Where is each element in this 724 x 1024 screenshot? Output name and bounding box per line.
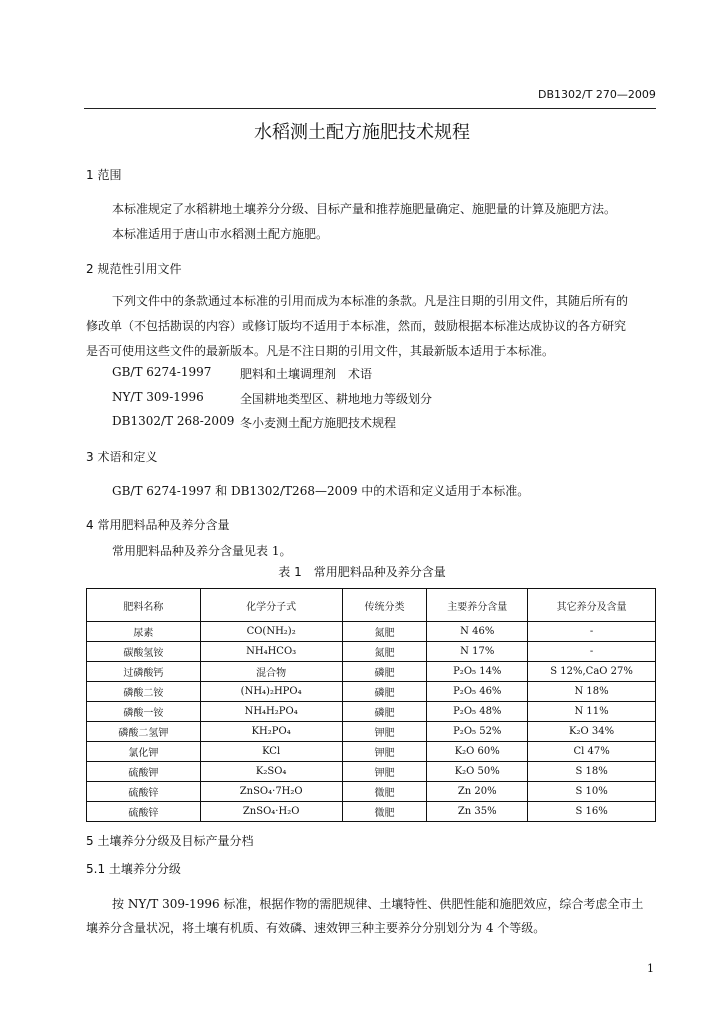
table-row: [87, 662, 656, 682]
table-cell: NH₄HCO₃: [200, 642, 342, 662]
table-cell: S 18%: [528, 762, 656, 782]
column-header: 主要养分含量: [427, 589, 528, 622]
table-cell: S 12%,CaO 27%: [528, 662, 656, 682]
table-cell: KH₂PO₄: [200, 722, 342, 742]
section-2-line-3: 是否可使用这些文件的最新版本。凡是不注日期的引用文件，其最新版本适用于本标准。: [86, 344, 555, 358]
document-title: 水稻测土配方施肥技术规程: [254, 122, 470, 143]
fertilizer-table: [86, 588, 656, 822]
table-cell: P₂O₅ 14%: [427, 662, 528, 682]
table-cell: K₂O 60%: [427, 742, 528, 762]
table-cell: S 16%: [528, 802, 656, 822]
section-1-heading: 1 范围: [86, 168, 122, 182]
table-cell: (NH₄)₂HPO₄: [200, 682, 342, 702]
table-cell: 磷肥: [342, 702, 427, 722]
table-cell: KCl: [200, 742, 342, 762]
page-number: 1: [647, 962, 654, 975]
table-cell: 碳酸氢铵: [87, 642, 201, 662]
section-3-para-1: GB/T 6274-1997 和 DB1302/T268—2009 中的术语和定义适用于本标准。: [112, 484, 530, 498]
table-row: [87, 702, 656, 722]
table-row: [87, 682, 656, 702]
section-4-para-1: 常用肥料品种及养分含量见表 1。: [112, 544, 292, 558]
table-cell: 磷酸一铵: [87, 702, 201, 722]
table-cell: N 18%: [528, 682, 656, 702]
section-5-heading: 5 土壤养分分级及目标产量分档: [86, 834, 254, 848]
table-cell: ZnSO₄·H₂O: [200, 802, 342, 822]
table-row: [87, 802, 656, 822]
table-cell: 微肥: [342, 802, 427, 822]
table-cell: 氯化钾: [87, 742, 201, 762]
table-cell: 钾肥: [342, 742, 427, 762]
table-cell: N 17%: [427, 642, 528, 662]
table-cell: 氮肥: [342, 622, 427, 642]
ref-title: 全国耕地类型区、耕地地力等级划分: [240, 392, 433, 406]
table-cell: 钾肥: [342, 722, 427, 742]
table-cell: P₂O₅ 48%: [427, 702, 528, 722]
table-cell: 微肥: [342, 782, 427, 802]
subsection-5-1-heading: 5.1 土壤养分分级: [86, 862, 181, 876]
table-caption: 表 1 常用肥料品种及养分含量: [278, 565, 446, 579]
table-cell: K₂O 50%: [427, 762, 528, 782]
table-cell: K₂O 34%: [528, 722, 656, 742]
ref-title: 肥料和土壤调理剂 术语: [240, 367, 373, 381]
table-cell: Zn 35%: [427, 802, 528, 822]
section-5-line-2: 壤养分含量状况，将土壤有机质、有效磷、速效钾三种主要养分分别划分为 4 个等级。: [86, 921, 546, 935]
table-row: [87, 762, 656, 782]
table-cell: P₂O₅ 52%: [427, 722, 528, 742]
table-cell: N 46%: [427, 622, 528, 642]
table-cell: N 11%: [528, 702, 656, 722]
table-cell: 钾肥: [342, 762, 427, 782]
table-cell: 过磷酸钙: [87, 662, 201, 682]
table-cell: S 10%: [528, 782, 656, 802]
table-cell: -: [528, 622, 656, 642]
table-cell: 尿素: [87, 622, 201, 642]
section-2-heading: 2 规范性引用文件: [86, 262, 182, 276]
section-1-para-1: 本标准规定了水稻耕地土壤养分分级、目标产量和推荐施肥量确定、施肥量的计算及施肥方法。: [112, 202, 617, 216]
table-cell: 氮肥: [342, 642, 427, 662]
ref-code: GB/T 6274-1997: [112, 365, 212, 379]
table-row: [87, 622, 656, 642]
table-row: [87, 742, 656, 762]
column-header: 传统分类: [342, 589, 427, 622]
table-cell: Zn 20%: [427, 782, 528, 802]
section-2-line-1: 下列文件中的条款通过本标准的引用而成为本标准的条款。凡是注日期的引用文件，其随后所有的: [112, 294, 629, 308]
column-header: 肥料名称: [87, 589, 201, 622]
column-header: 化学分子式: [200, 589, 342, 622]
table-cell: Cl 47%: [528, 742, 656, 762]
table-header-row: [87, 589, 656, 622]
header-rule: [84, 108, 656, 109]
table-cell: 硫酸锌: [87, 802, 201, 822]
table-cell: CO(NH₂)₂: [200, 622, 342, 642]
table-cell: ZnSO₄·7H₂O: [200, 782, 342, 802]
ref-code: DB1302/T 268-2009: [112, 414, 235, 428]
table-row: [87, 782, 656, 802]
table-cell: 硫酸锌: [87, 782, 201, 802]
table-cell: P₂O₅ 46%: [427, 682, 528, 702]
table-cell: 硫酸钾: [87, 762, 201, 782]
ref-code: NY/T 309-1996: [112, 390, 204, 404]
standard-code: DB1302/T 270—2009: [538, 88, 656, 101]
ref-title: 冬小麦测土配方施肥技术规程: [240, 416, 397, 430]
table-cell: 磷肥: [342, 682, 427, 702]
section-3-heading: 3 术语和定义: [86, 450, 158, 464]
table-row: [87, 722, 656, 742]
column-header: 其它养分及含量: [528, 589, 656, 622]
section-5-line-1: 按 NY/T 309-1996 标准，根据作物的需肥规律、土壤特性、供肥性能和施肥效应，综合考虑全市土: [112, 897, 644, 911]
table-cell: K₂SO₄: [200, 762, 342, 782]
table-cell: 磷肥: [342, 662, 427, 682]
table-cell: 混合物: [200, 662, 342, 682]
table-cell: 磷酸二铵: [87, 682, 201, 702]
table-cell: 磷酸二氢钾: [87, 722, 201, 742]
section-2-line-2: 修改单（不包括勘误的内容）或修订版均不适用于本标准，然而，鼓励根据本标准达成协议的各方研究: [86, 319, 627, 333]
section-4-heading: 4 常用肥料品种及养分含量: [86, 518, 230, 532]
section-1-para-2: 本标准适用于唐山市水稻测土配方施肥。: [112, 227, 329, 241]
table-cell: NH₄H₂PO₄: [200, 702, 342, 722]
table-row: [87, 642, 656, 662]
table-cell: -: [528, 642, 656, 662]
